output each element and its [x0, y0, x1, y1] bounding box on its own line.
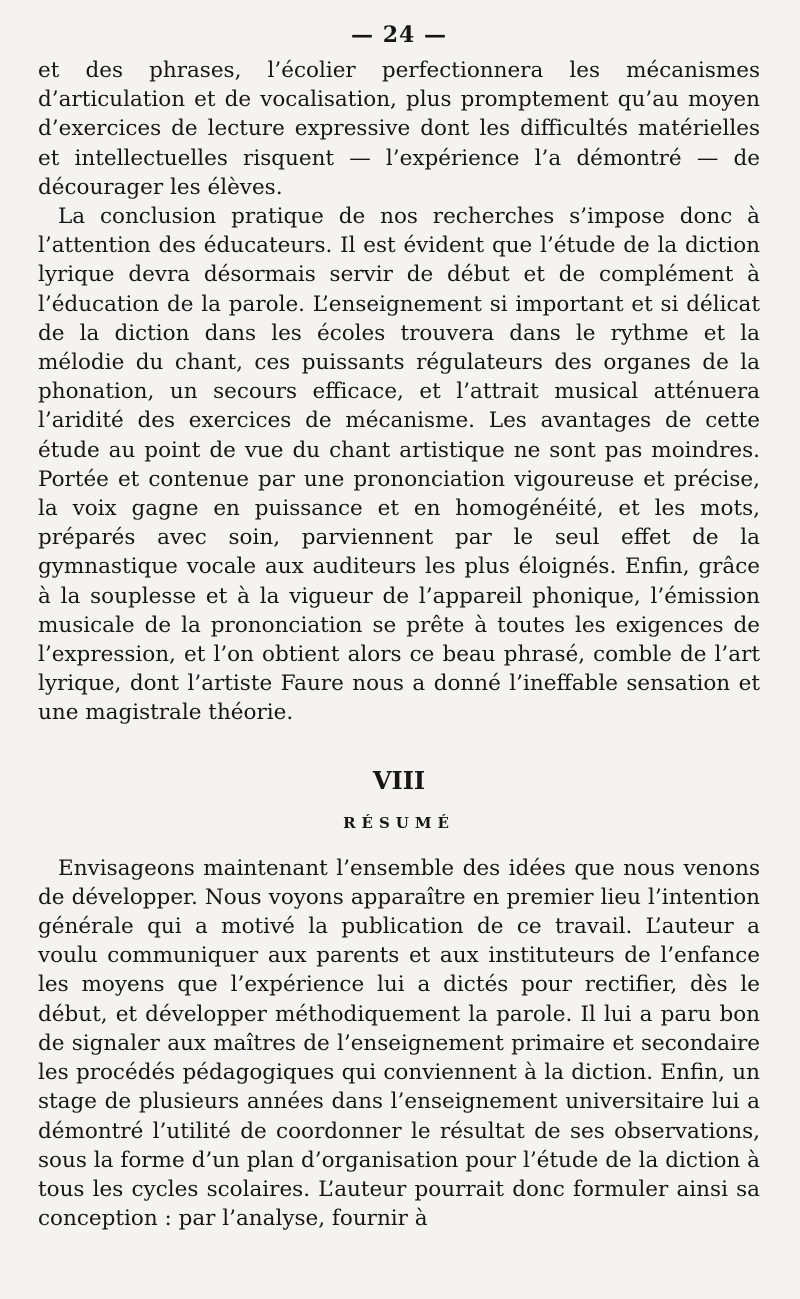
section-subheading: RÉSUMÉ	[343, 813, 455, 832]
section-heading: VIII	[372, 765, 426, 795]
page-number: — 24 —	[351, 22, 447, 48]
paragraph: Envisageons maintenant l’ensemble des idées que nous venons de développer. Nous voyons apparaître en premier lieu l’intention générale qui a motivé la publication de ce travail. L’auteur a voulu communiquer aux parents et aux instituteurs de l’enfance les moyens que l’expérience lui a dictés pour rectifier, dès le début, et développer méthodiquement la parole. Il lui a paru bon de signaler aux maîtres de l’enseignement primaire et secondaire les procédés pédagogiques qui conviennent à la diction. Enfin, un stage de plusieurs années dans l’enseignement universitaire lui a démontré l’utilité de coordonner le résultat de ses observations, sous la forme d’un plan d’organisation pour l’étude de la diction à tous les cycles scolaires. L’auteur pourrait donc formuler ainsi sa conception : par l’analyse, fournir à	[38, 855, 760, 1232]
paragraph: La conclusion pratique de nos recherches s’impose donc à l’attention des éducateurs. Il est évident que l’étude de la diction lyrique devra désormais servir de début et de complément à l’éducation de la parole. L’enseignement si important et si délicat de la diction dans les écoles trouvera dans le rythme et la mélodie du chant, ces puissants régulateurs des organes de la phonation, un secours efficace, et l’attrait musical atténuera l’aridité des exercices de mécanisme. Les avantages de cette étude au point de vue du chant artistique ne sont pas moindres. Portée et contenue par une prononciation vigoureuse et précise, la voix gagne en puissance et en homogénéité, et les mots, préparés avec soin, parviennent par le seul effet de la gymnastique vocale aux auditeurs les plus éloignés. Enfin, grâce à la souplesse et à la vigueur de l’appareil phonique, l’émission musicale de la prononciation se prête à toutes les exigences de l’expression, et l’on obtient alors ce beau phrasé, comble de l’art lyrique, dont l’artiste Faure nous a donné l’ineffable sensation et une magistrale théorie.	[38, 204, 760, 726]
section-body	[38, 854, 760, 1234]
paragraph: et des phrases, l’écolier perfectionnera les mécanismes d’articulation et de vocalisation, plus promptement qu’au moyen d’exercices de lecture expressive dont les difficultés matérielles et intellectuelles risquent — l’expérience l’a démontré — de décourager les élèves.	[38, 58, 760, 200]
body-text-top	[38, 56, 760, 728]
